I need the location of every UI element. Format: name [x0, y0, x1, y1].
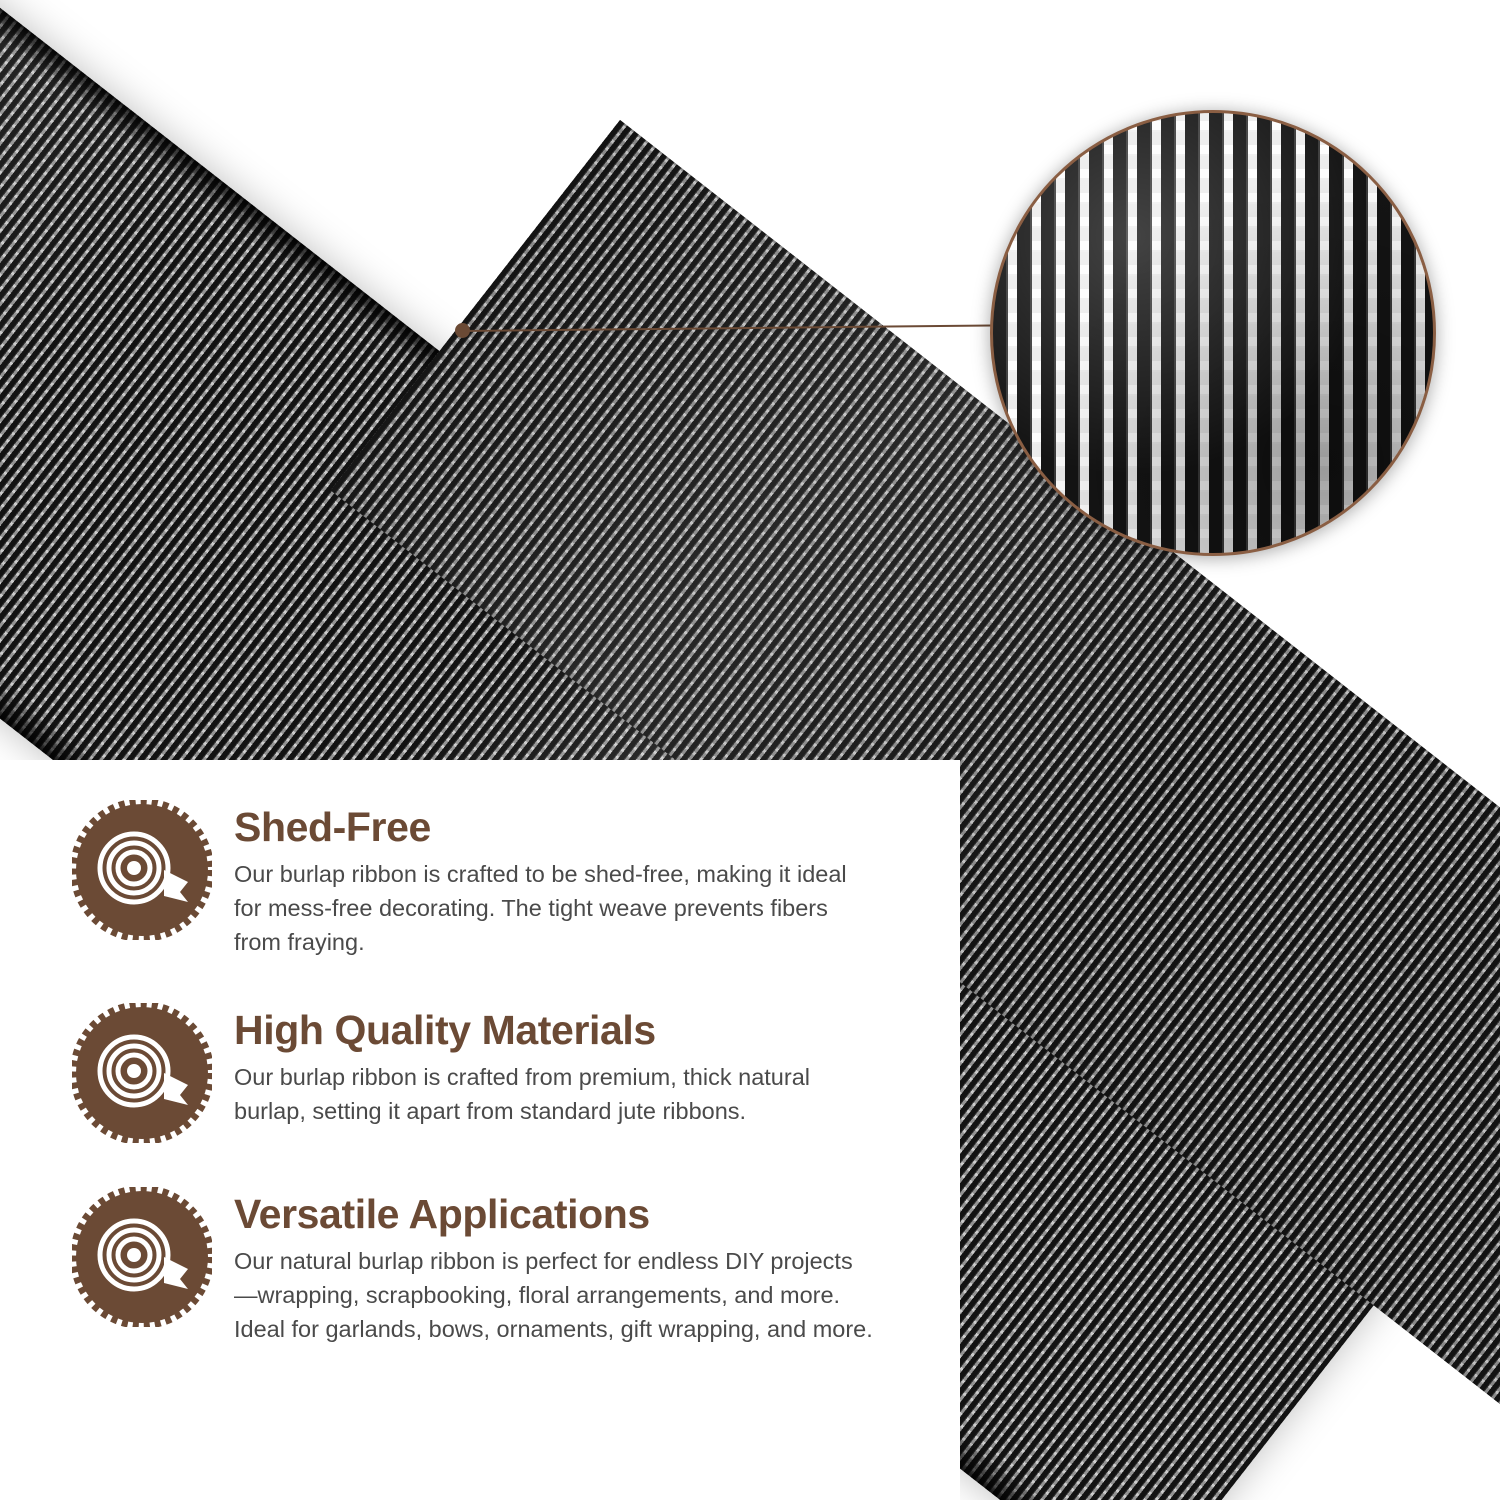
- zoom-callout-anchor-dot: [455, 323, 470, 338]
- feature-description: Our burlap ribbon is crafted to be shed-free, making it ideal for mess-free decorating. The tight weave prevents fibers from fraying.: [234, 861, 847, 956]
- feature-text: [234, 1003, 874, 1128]
- weave-detail-magnifier: [990, 110, 1436, 556]
- ribbon-roll-badge-icon: [72, 1003, 212, 1143]
- feature-title: Versatile Applications: [234, 1191, 650, 1238]
- feature-item: [72, 1003, 932, 1143]
- feature-title: High Quality Materials: [234, 1007, 656, 1054]
- feature-description: Our burlap ribbon is crafted from premium, thick natural burlap, setting it apart from standard jute ribbons.: [234, 1064, 810, 1125]
- feature-item: [72, 1187, 932, 1346]
- ribbon-roll-badge-icon: [72, 1187, 212, 1327]
- feature-list: [72, 800, 932, 1390]
- feature-item: [72, 800, 932, 959]
- ribbon-roll-badge-icon: [72, 800, 212, 940]
- feature-text: [234, 800, 874, 959]
- feature-title: Shed-Free: [234, 804, 431, 850]
- feature-text: [234, 1187, 874, 1346]
- feature-description: Our natural burlap ribbon is perfect for endless DIY projects—wrapping, scrapbooking, floral arrangements, and more. Ideal for garlands, bows, ornaments, gift wrapping, and more.: [234, 1248, 873, 1343]
- magnifier-sheen: [993, 113, 1433, 553]
